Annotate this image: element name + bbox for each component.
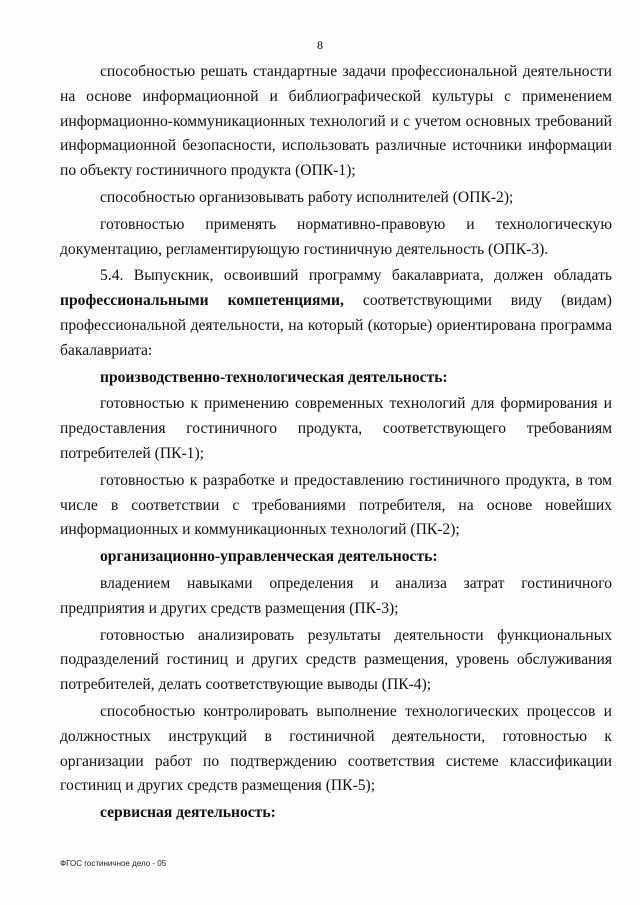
page-number: 8 — [317, 38, 323, 52]
paragraph-opk-2: способностью организовывать работу исполнителей (ОПК-2); — [100, 188, 514, 206]
paragraph-pk-5: способностью контролировать выполнение технологических процессов и должностных инструкций в гостиничной деятельности, готовностью к организации работ по подтверждению соответствия системе классификации гостиниц и других средств размещения (ПК-5); — [60, 702, 612, 795]
paragraph-opk-1: способностью решать стандартные задачи профессиональной деятельности на основе информационной и библиографической культуры с применением информационно-коммуникационных технологий и с учетом основных требований информационной безопасности, использовать различные источники информации по объекту гостиничного продукта (ОПК-1); — [60, 63, 612, 180]
paragraph-pk-3: владением навыками определения и анализа затрат гостиничного предприятия и других средств размещения (ПК-3); — [60, 574, 612, 617]
paragraph-pk-1: готовностью к применению современных технологий для формирования и предоставления гостиничного продукта, соответствующего требованиям потребителей (ПК-1); — [60, 395, 612, 462]
paragraph-pk-4: готовностью анализировать результаты деятельности функциональных подразделений гостиниц и других средств размещения, уровень обслуживания потребителей, делать соответствующие выводы (ПК-4); — [60, 626, 612, 694]
heading-organizational-management: организационно-управленческая деятельность: — [100, 548, 438, 566]
paragraph-5-4 — [60, 264, 612, 363]
heading-production-technological: производственно-технологическая деятельность: — [100, 368, 448, 386]
paragraph-5-4-intro: 5.4. Выпускник, освоивший программу бакалавриата, должен обладать — [100, 267, 612, 285]
paragraph-opk-3: готовностью применять нормативно-правовую и технологическую документацию, регламентирующую гостиничную деятельность (ОПК-3). — [60, 215, 612, 258]
paragraph-5-4-rest: соответствующими виду (видам) профессиональной деятельности, на который (которые) ориентирована программа бакалавриата: — [60, 292, 612, 359]
footer-label: ФГОС гостиничное дело - 05 — [60, 859, 167, 868]
professional-competencies-term: профессиональными компетенциями, — [60, 292, 344, 310]
heading-service: сервисная деятельность: — [100, 804, 276, 822]
paragraph-pk-2: готовностью к разработке и предоставлению гостиничного продукта, в том числе в соответствии с требованиями потребителя, на основе новейших информационных и коммуникационных технологий (ПК-2); — [60, 471, 612, 539]
document-body — [60, 60, 612, 826]
